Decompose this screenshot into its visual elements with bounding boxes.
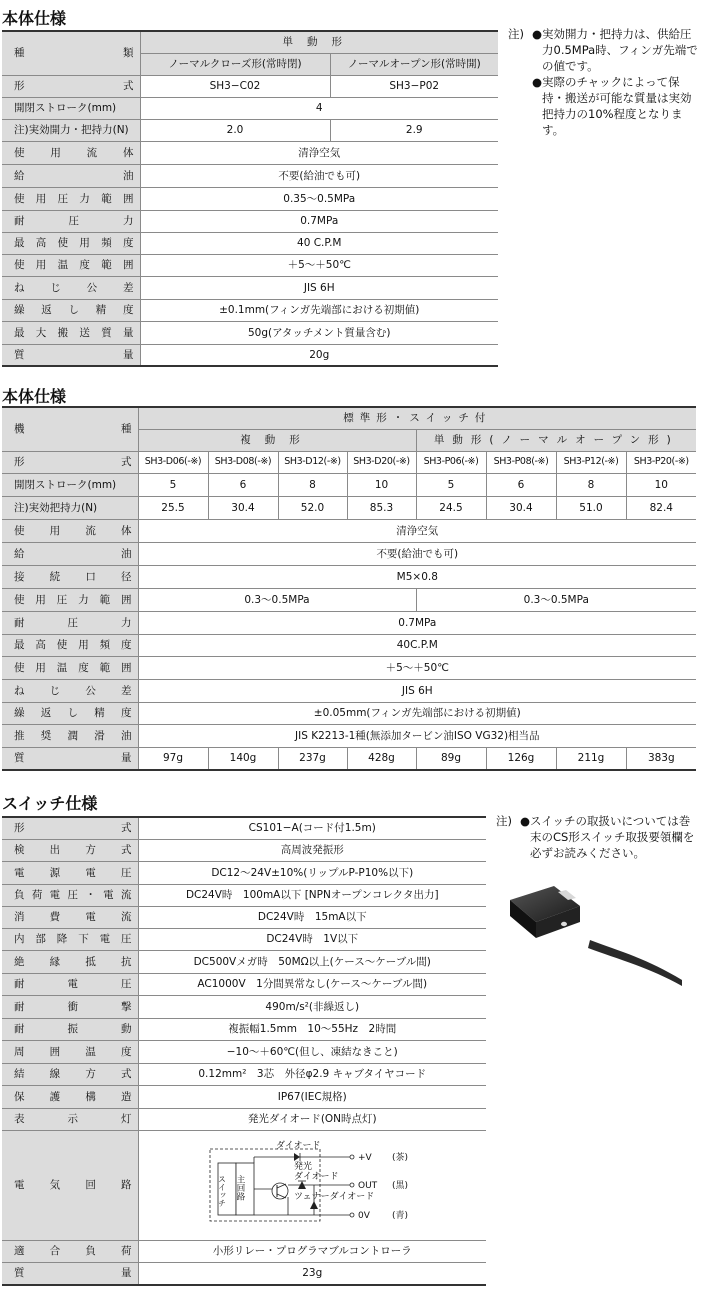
spec-value: 清浄空気 xyxy=(140,141,498,164)
blue-label: (青) xyxy=(392,1211,409,1221)
group-header: 標準形・スイッチ付 xyxy=(138,407,696,429)
model-label: 形式 xyxy=(2,75,140,97)
mount-hole-icon xyxy=(561,922,567,926)
circuit-label: 電気回路 xyxy=(2,1130,138,1240)
col1-header: ノーマルクローズ形(常時閉) xyxy=(140,53,330,75)
spec-label: 表示灯 xyxy=(2,1108,138,1130)
model-cell: SH3-P12(-※) xyxy=(556,451,626,473)
diode-symbol xyxy=(294,1153,300,1161)
kind-label: 機種 xyxy=(2,407,138,451)
spec-label: 耐振動 xyxy=(2,1018,138,1040)
spec-value: 不要(給油でも可) xyxy=(140,164,498,187)
spec-label: 耐圧力 xyxy=(2,611,138,634)
note-text: 実効開力・把持力は、供給圧力0.5MPa時、フィンガ先端での値です。 xyxy=(542,27,698,73)
section1-title: 本体仕様 xyxy=(2,9,67,28)
spec-value: DC500Vメガ時 50MΩ以上(ケース〜ケーブル間) xyxy=(138,950,486,973)
note-text: スイッチの取扱いについては巻末のCS形スイッチ取扱要領欄を必ずお読みください。 xyxy=(530,814,695,860)
vplus-label: +V xyxy=(358,1153,372,1163)
spec-value: IP67(IEC規格) xyxy=(138,1085,486,1108)
model-cell: SH3-P20(-※) xyxy=(626,451,696,473)
spec-label: ねじ公差 xyxy=(2,679,138,702)
spec-label: 給油 xyxy=(2,164,140,187)
model-label: 形式 xyxy=(2,451,138,473)
spec-value: 40 C.P.M xyxy=(140,232,498,254)
spec-value: DC24V時 1V以下 xyxy=(138,928,486,950)
spec-value: 490m/s²(非繰返し) xyxy=(138,995,486,1018)
spec-value: 0.12mm² 3芯 外径φ2.9 キャブタイヤコード xyxy=(138,1063,486,1085)
spec-label: 質量 xyxy=(2,344,140,366)
spec-label: 耐電圧 xyxy=(2,973,138,995)
force-value: 85.3 xyxy=(347,496,416,519)
mass-label: 質量 xyxy=(2,747,138,770)
model-cell: SH3-D08(-※) xyxy=(208,451,278,473)
spec-label: 検出方式 xyxy=(2,839,138,861)
note-prefix: 注) xyxy=(508,27,524,41)
spec-label: 使用温度範囲 xyxy=(2,254,140,276)
zero-label: 0V xyxy=(358,1211,371,1221)
spec-value: CS101−A(コード付1.5m) xyxy=(138,817,486,839)
spec-label: 適合負荷 xyxy=(2,1240,138,1262)
spec-value: JIS 6H xyxy=(140,276,498,299)
model-cell: SH3-P08(-※) xyxy=(486,451,556,473)
mass-value: 89g xyxy=(416,747,486,770)
model-cell: SH3−P02 xyxy=(330,75,498,97)
col2-header: ノーマルオープン形(常時開) xyxy=(330,53,498,75)
force-value: 2.0 xyxy=(140,119,330,141)
spec-label: 電源電圧 xyxy=(2,861,138,884)
stroke-value: 5 xyxy=(416,473,486,496)
spec-label: 給油 xyxy=(2,542,138,565)
spec-value: 0.7MPa xyxy=(138,611,696,634)
cable-icon xyxy=(588,940,682,986)
led-label-2: ダイオード xyxy=(294,1172,339,1182)
spec-label: 最大搬送質量 xyxy=(2,321,140,344)
note-prefix: 注) xyxy=(496,814,512,828)
spec-value: ＋5〜＋50℃ xyxy=(138,656,696,679)
spec-label: ねじ公差 xyxy=(2,276,140,299)
spec-value: 高周波発振形 xyxy=(138,839,486,861)
circuit-cell xyxy=(138,1130,486,1240)
spec-label: 耐衝撃 xyxy=(2,995,138,1018)
pressure-label: 使用圧力範囲 xyxy=(2,588,138,611)
led-label: 発光 xyxy=(294,1162,313,1172)
spec-label: 使用温度範囲 xyxy=(2,656,138,679)
switch-label: スイッチ xyxy=(217,1175,227,1207)
spec-label: 最高使用頻度 xyxy=(2,634,138,656)
section3-note xyxy=(496,813,700,861)
bullet-icon: ● xyxy=(520,814,531,828)
force-value: 52.0 xyxy=(278,496,347,519)
stroke-value: 8 xyxy=(278,473,347,496)
stroke-label: 開閉ストローク(mm) xyxy=(2,97,140,119)
spec-label: 周囲温度 xyxy=(2,1040,138,1063)
pressure-value: 0.3〜0.5MPa xyxy=(416,588,696,611)
body-spec-table-2 xyxy=(2,406,696,771)
spec-label: 結線方式 xyxy=(2,1063,138,1085)
bullet-icon: ● xyxy=(532,27,543,41)
mass-value: 237g xyxy=(278,747,347,770)
out-label: OUT xyxy=(358,1181,378,1191)
switch-spec-table xyxy=(2,816,486,1286)
spec-label: 繰返し精度 xyxy=(2,299,140,321)
stroke-value: 6 xyxy=(208,473,278,496)
terminal-icon xyxy=(350,1183,354,1187)
spec-value: 小形リレー・プログラマブルコントローラ xyxy=(138,1240,486,1262)
switch-photo xyxy=(506,880,684,990)
force-value: 30.4 xyxy=(208,496,278,519)
force-value: 30.4 xyxy=(486,496,556,519)
spec-label: 耐圧力 xyxy=(2,210,140,232)
main-circuit-label: 主回路 xyxy=(235,1175,246,1201)
kind-label: 種類 xyxy=(2,31,140,75)
stroke-value: 10 xyxy=(626,473,696,496)
transistor-symbol xyxy=(272,1183,288,1199)
mass-value: 126g xyxy=(486,747,556,770)
spec-value: 0.7MPa xyxy=(140,210,498,232)
spec-value: JIS K2213-1種(無添加タービン油ISO VG32)相当品 xyxy=(138,724,696,747)
model-cell: SH3-D12(-※) xyxy=(278,451,347,473)
spec-value: 20g xyxy=(140,344,498,366)
spec-value: DC24V時 100mA以下 [NPNオープンコレクタ出力] xyxy=(138,884,486,906)
force-value: 2.9 xyxy=(330,119,498,141)
spec-value: AC1000V 1分間異常なし(ケース〜ケーブル間) xyxy=(138,973,486,995)
spec-value: JIS 6H xyxy=(138,679,696,702)
force-value: 24.5 xyxy=(416,496,486,519)
spec-label: 使用流体 xyxy=(2,519,138,542)
spec-value: 50g(アタッチメント質量含む) xyxy=(140,321,498,344)
body-spec-table-1 xyxy=(2,30,498,367)
force-label: 注)実効開力・把持力(N) xyxy=(2,119,140,141)
stroke-value: 5 xyxy=(138,473,208,496)
spec-value: DC12〜24V±10%(リップルP-P10%以下) xyxy=(138,861,486,884)
pressure-value: 0.3〜0.5MPa xyxy=(138,588,416,611)
spec-value: 不要(給油でも可) xyxy=(138,542,696,565)
mass-value: 383g xyxy=(626,747,696,770)
force-value: 51.0 xyxy=(556,496,626,519)
note-text: 実際のチャックによって保持・搬送が可能な質量は実効把持力の10%程度となります。 xyxy=(542,75,692,137)
stroke-value: 4 xyxy=(140,97,498,119)
sub-header: 複動形 xyxy=(138,429,416,451)
mass-value: 211g xyxy=(556,747,626,770)
spec-label: 繰返し精度 xyxy=(2,702,138,724)
spec-value: ±0.05mm(フィンガ先端部における初期値) xyxy=(138,702,696,724)
zener-label: ツェナーダイオード xyxy=(294,1192,375,1202)
mass-value: 97g xyxy=(138,747,208,770)
spec-label: 消費電流 xyxy=(2,906,138,928)
bullet-icon: ● xyxy=(532,75,543,89)
spec-label: 保護構造 xyxy=(2,1085,138,1108)
mass-value: 428g xyxy=(347,747,416,770)
spec-label: 使用圧力範囲 xyxy=(2,187,140,210)
mass-value: 140g xyxy=(208,747,278,770)
stroke-value: 6 xyxy=(486,473,556,496)
force-value: 82.4 xyxy=(626,496,696,519)
spec-value: DC24V時 15mA以下 xyxy=(138,906,486,928)
spec-label: 最高使用頻度 xyxy=(2,232,140,254)
spec-label: 形式 xyxy=(2,817,138,839)
spec-value: 発光ダイオード(ON時点灯) xyxy=(138,1108,486,1130)
spec-value: 23g xyxy=(138,1262,486,1285)
force-label: 注)実効把持力(N) xyxy=(2,496,138,519)
spec-label: 使用流体 xyxy=(2,141,140,164)
spec-label: 推奨潤滑油 xyxy=(2,724,138,747)
spec-label: 絶縁抵抗 xyxy=(2,950,138,973)
spec-value: 清浄空気 xyxy=(138,519,696,542)
sub-header: 単動形(ノーマルオープン形) xyxy=(416,429,696,451)
electric-circuit-diagram xyxy=(202,1135,422,1235)
model-cell: SH3-D20(-※) xyxy=(347,451,416,473)
model-cell: SH3−C02 xyxy=(140,75,330,97)
brown-label: (茶) xyxy=(392,1153,409,1163)
diode-label: ダイオード xyxy=(276,1141,321,1151)
stroke-value: 10 xyxy=(347,473,416,496)
spec-label: 接続口径 xyxy=(2,565,138,588)
spec-value: M5×0.8 xyxy=(138,565,696,588)
spec-value: −10〜＋60℃(但し、凍結なきこと) xyxy=(138,1040,486,1063)
section1-notes xyxy=(508,26,700,138)
spec-value: ＋5〜＋50℃ xyxy=(140,254,498,276)
spec-label: 内部降下電圧 xyxy=(2,928,138,950)
spec-value: 複振幅1.5mm 10〜55Hz 2時間 xyxy=(138,1018,486,1040)
force-value: 25.5 xyxy=(138,496,208,519)
section2-title: 本体仕様 xyxy=(2,387,67,406)
spec-value: 0.35〜0.5MPa xyxy=(140,187,498,210)
group-header: 単動形 xyxy=(140,31,498,53)
section3-title: スイッチ仕様 xyxy=(2,794,98,813)
stroke-value: 8 xyxy=(556,473,626,496)
model-cell: SH3-D06(-※) xyxy=(138,451,208,473)
terminal-icon xyxy=(350,1155,354,1159)
spec-value: ±0.1mm(フィンガ先端部における初期値) xyxy=(140,299,498,321)
terminal-icon xyxy=(350,1213,354,1217)
black-label: (黒) xyxy=(392,1181,409,1191)
spec-label: 負荷電圧・電流 xyxy=(2,884,138,906)
model-cell: SH3-P06(-※) xyxy=(416,451,486,473)
spec-value: 40C.P.M xyxy=(138,634,696,656)
stroke-label: 開閉ストローク(mm) xyxy=(2,473,138,496)
spec-label: 質量 xyxy=(2,1262,138,1285)
